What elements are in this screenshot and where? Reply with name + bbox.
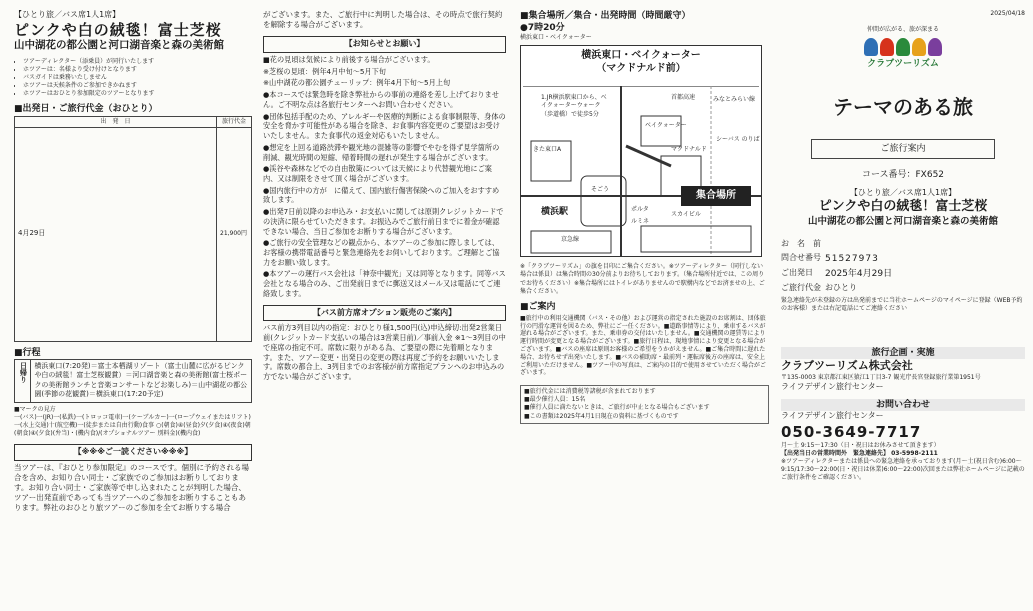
meeting-heading: ■集合場所／集合・出発時間（時間厳守）	[520, 11, 691, 21]
guide-label: ご旅行案内	[811, 139, 995, 159]
map-label: スカイビル	[671, 211, 701, 219]
fee-row	[781, 283, 1025, 294]
map-label: ルミネ	[631, 218, 650, 226]
contact-heading: お問い合わせ	[781, 399, 1025, 411]
course-number: コース番号：FX652	[861, 170, 945, 181]
feature-item: • バスガイドは乗務いたしません	[23, 74, 252, 82]
meeting-map	[520, 45, 762, 257]
notice-item: ■花の見頃は気候により前後する場合がございます。	[263, 55, 435, 65]
feature-item: • ホツアーはおひとり参加限定のツアーとなります	[23, 90, 252, 98]
footnote: ※ツアーディレクターまたは係員への緊急連絡を承っております(月〜土(祝日含む)6:00〜9:15/17:30〜22:00(日・祝日は休業)6:00〜22:00)次回または弊社ホームページに記載のご旅行条件をご確認ください。	[781, 458, 1025, 482]
column-center-left	[263, 10, 506, 608]
guide-text: ■旅行中の利用交通機関（バス・その他）および運営の指定された施設のお席割は、団体旅行の円滑な運営を図るため、弊社にご一任ください。■道路事情等により、乗車するバスが遅れる場合がございます。また、乗車券の交付はいたしません。■交通機関の運賃等により運行時間が変更となる場合がございます。■旅行日程は、現地事情により変更となる場合がございます。■バスの座席は原則お客様のご希望をうかがえません。■ご集合時間に遅れた場合、お待ちせず出発いたします。■バスの補助席・最前列・運転席後方の座席は、安全上ご利用いただけません。■ツアー中の写真は、ご案内の目的で使用させていただく場合がございます。	[520, 314, 766, 377]
condition-item: ■旅行代金には消費税等諸税が含まれております	[524, 388, 656, 396]
departure-row	[781, 268, 1025, 280]
legend-heading: ■マークの見方	[14, 405, 56, 413]
tour-conditions	[520, 385, 769, 423]
notice-item: ※芝桜の見頃：例年4月中旬〜5月下旬	[263, 66, 386, 76]
condition-item: ■この書類は2025年4月1日現在の資料に基づくものです	[524, 412, 679, 420]
note-box-heading: 【※※※ご一読ください※※※】	[14, 444, 252, 461]
intro-text: がございます。また、ご旅行中に判明した場合は、その時点で旅行契約を解除する場合がございます。	[263, 10, 503, 30]
feature-item: • ツアーディレクター（添乗員）が同行いたします	[23, 58, 252, 66]
brand-name: クラブツーリズム	[867, 59, 939, 70]
notice-item: ●出発7日前以降のお申込み・お支払いに関しては原則クレジットカードでの決済に限らせていただきます。お振込みでご旅行前日までに着金が確認できない場合、当日ご参加をお断りする場合がございます。	[263, 207, 504, 236]
map-label: 首都高速	[671, 94, 696, 102]
map-label: 横浜駅	[541, 207, 569, 218]
column-center-right	[520, 10, 769, 608]
tour-tag: 【ひとり旅／バス席1人1席】	[14, 10, 121, 19]
notice-item: ●本コースでは緊急時を除き弊社からの事前の連絡を差し上げておりません。ご不明な点は各旅行センターへお問い合わせください。	[263, 90, 499, 109]
map-label: ポルタ	[631, 206, 649, 214]
price-col-fee: 旅行代金	[217, 116, 252, 127]
meeting-time: ●7時20分	[520, 23, 565, 34]
company-address: 〒135-0003 東京都江東区猿江1丁目3-7 観光庁長官登録旅行業第1951号	[781, 373, 981, 381]
fee-label: ご旅行代金	[781, 282, 821, 292]
fee-value: おひとり	[825, 282, 857, 292]
notice-item: ●国内旅行中の方が に備えて、国内旅行傷害保険へのご加入をおすすめ致します。	[263, 185, 500, 205]
notice-item: ●団体包括手配のため、アレルギーや医療的判断による食事制限等、身体の安全を脅かす可能性がある場合を除き、お食事内容変更のご要望はお受けいたしません。また食事代の返金対応もいたしません。	[263, 111, 506, 141]
map-note: 1.JR横浜駅東口から、ベイクォーターウォーク（歩道橋）で徒歩5分	[541, 94, 607, 118]
feature-item: • ホツアーは：名様より受け付けとなります	[23, 66, 252, 74]
notice-item: ●ご旅行の安全管理などの観点から、本ツアーのご参加に際しましては、お客様の携帯電話番号と緊急連絡先をお伺いしております。ご理解とご協力をお願い致します。	[263, 238, 500, 267]
company-name: クラブツーリズム株式会社	[781, 358, 913, 372]
price-date: 4月29日	[15, 127, 217, 341]
map-title: 横浜東口・ベイクォーター	[581, 50, 701, 62]
map-label: みなとみらい線	[713, 96, 756, 104]
price-col-date: 出 発 日	[15, 116, 217, 127]
notice-item: ※山中湖花の都公園チューリップ：例年4月下旬〜5月上旬	[263, 78, 451, 88]
notice-list	[263, 55, 506, 299]
meeting-station: 横浜東口・ベイクォーター	[520, 34, 592, 42]
customer-name-row	[781, 239, 1025, 250]
map-subtitle: （マクドナルド前）	[596, 63, 686, 75]
bus-option-heading: 【バス前方席オプション販売のご案内】	[263, 305, 506, 322]
inquiry-value: 51527973	[825, 253, 879, 264]
departure-value: 2025年4月29日	[825, 268, 893, 279]
legend-text: 一(バス)一(JR)一(私鉄)一(トロッコ電車)一(ケーブルカー)一(ロープウェイまたはリフト)一(水上交通)十(航空機)一(徒歩または自由行動)食事 ○(朝食)④(昼食)夕(夕食)④(夜食)朝(朝食)④(夕食)(弁当)・(機内食)/(オプショナルツアー 別料金)(機内食)	[14, 413, 251, 437]
map-label: ベイクォーター	[645, 122, 687, 130]
notice-item: ●本ツアーの運行バス会社は「神奈中観光」又は同等となります。同等バス会社となる場合のみ、ご出発前日までに郵送又はメール又は電話にてご連絡致します。	[263, 269, 506, 298]
bus-option-text: バス前方3列目以内の指定：おひとり様1,500円(込)申込締切:出発2営業日前(クレジットカード支払いの場合は3営業日前)／事前入金 ※1〜3列目の中で座席の指定不可。席数に限りがある為、ご要望の際に先着順となります。また、ツアー変更・出発日の変更の際は再度ご予約をお願いいたします。席数の都合上、3列目までのお客様が前方席指定プランへのお申込みの方でない場合がございます。	[263, 323, 506, 381]
map-label: そごう	[591, 186, 610, 194]
day-label: 日帰り	[15, 359, 31, 402]
condition-item: ■催行人員に満たないときは、ご旅行が中止となる場合もございます	[524, 404, 710, 412]
map-label: シーバス のりば	[716, 136, 760, 144]
notice-item: ●渓谷や森林などでの自由散策については天候により代替観光地にご案内、又は制限をさせて頂く場合がございます。	[263, 164, 492, 183]
departure-label: ご出発日	[781, 267, 813, 277]
contact-center: ライフデザイン旅行センター	[781, 410, 884, 420]
map-label: きた東口A	[533, 146, 562, 154]
emergency-line: 【出発当日の営業時間外 緊急連絡先】 03-5998-2111	[781, 449, 938, 457]
theme-travel-logo: テーマのある旅	[833, 95, 973, 120]
itinerary-heading: ■行程	[14, 347, 41, 358]
inquiry-label: 問合せ番号	[781, 252, 821, 262]
tour-subtitle-right: 山中湖花の都公園と河口湖音楽と森の美術館	[807, 215, 998, 227]
note-text: 当ツアーは、『おひとり参加限定』のコースです。個別に予約される場合を含め、お知り合い同士・ご家族でのご参加はお断りしております。お知り合い同士・ご家族等で申し込まれたことが判明した場合、ツアー出発直前であっても当ツアーへのご参加をお断りすることもあります。弊社のおひとり旅ツアーのご参加を全てお断りする場合	[14, 462, 250, 513]
meeting-point-label: 集合場所	[681, 186, 751, 206]
contact-phone[interactable]: 050-3649-7717	[781, 422, 922, 441]
emergency-note: 緊急連絡先が未登録の方は出発前までに当社ホームページのマイページに登録（WEB予約のお客様）または右記電話にてご連絡ください	[781, 296, 1023, 312]
tour-tag-right: 【ひとり旅／バス席1人1席】	[849, 187, 957, 197]
price-value: 21,900円	[217, 127, 252, 341]
planning-label: 旅行企画・実施	[781, 347, 1025, 359]
guide-heading: ■ご案内	[520, 301, 556, 312]
itinerary-text: 横浜東口(7:20発)＝富士本栖湖リゾート（富士山麓に広がるピンクや白の絨毯！富士芝桜観賞）＝河口湖音楽と森の美術館(富士桜ポークの美術館ランチと音楽コンサートなどお楽しみ)＝山中湖花の都公園(季節の花観賞)＝横浜東口(17:20予定)	[31, 359, 252, 402]
map-label: 京急線	[561, 236, 580, 244]
brand-logo-icon	[781, 38, 1025, 56]
travel-center-name: ライフデザイン旅行センター	[781, 381, 884, 391]
inquiry-row	[781, 253, 1025, 265]
feature-item: • ホツアーは天候条件のご参加できかねます	[23, 82, 252, 90]
condition-item: ■最少催行人員：15名	[524, 396, 586, 404]
notice-box-heading: 【お知らせとお願い】	[263, 36, 506, 53]
name-label: お 名 前	[781, 238, 821, 248]
brand-slogan: 仲間が広がる、旅が深まる	[866, 26, 939, 34]
price-heading: ■出発日・ご旅行代金（おひとり）	[14, 104, 158, 115]
price-table	[14, 116, 252, 342]
business-hours: 月〜土 9:15〜17:30（日・祝日はお休みさせて頂きます）	[781, 441, 940, 449]
tour-title: ピンクや白の絨毯！富士芝桜	[14, 20, 222, 39]
feature-list	[14, 58, 252, 98]
itinerary-table	[14, 359, 252, 403]
map-label: マクドナルド	[671, 146, 707, 154]
tour-subtitle: 山中湖花の都公園と河口湖音楽と森の美術館	[14, 38, 224, 51]
column-right	[781, 10, 1025, 608]
document-date: 2025/04/18	[990, 10, 1025, 17]
notice-item: ●想定を上回る道路渋滞や観光地の混雑等の影響でやむを得ず見学箇所の削減、観光時間の短縮、帰着時間の遅れが発生する場合がございます。	[263, 142, 500, 162]
column-left	[14, 10, 252, 608]
map-caption: ※「クラブツーリズム」の旗を目印にご集合ください。※ツアーディレクター（同行しない場合は係員）は集合時間の30分前よりお待ちしております。（集合場所付近では、この周りでお待ちください）※集合場所にはトイレがありませんので駅構内などでお済ませの上、ご集合ください。	[520, 263, 765, 295]
tour-title-right: ピンクや白の絨毯！富士芝桜	[818, 199, 988, 215]
